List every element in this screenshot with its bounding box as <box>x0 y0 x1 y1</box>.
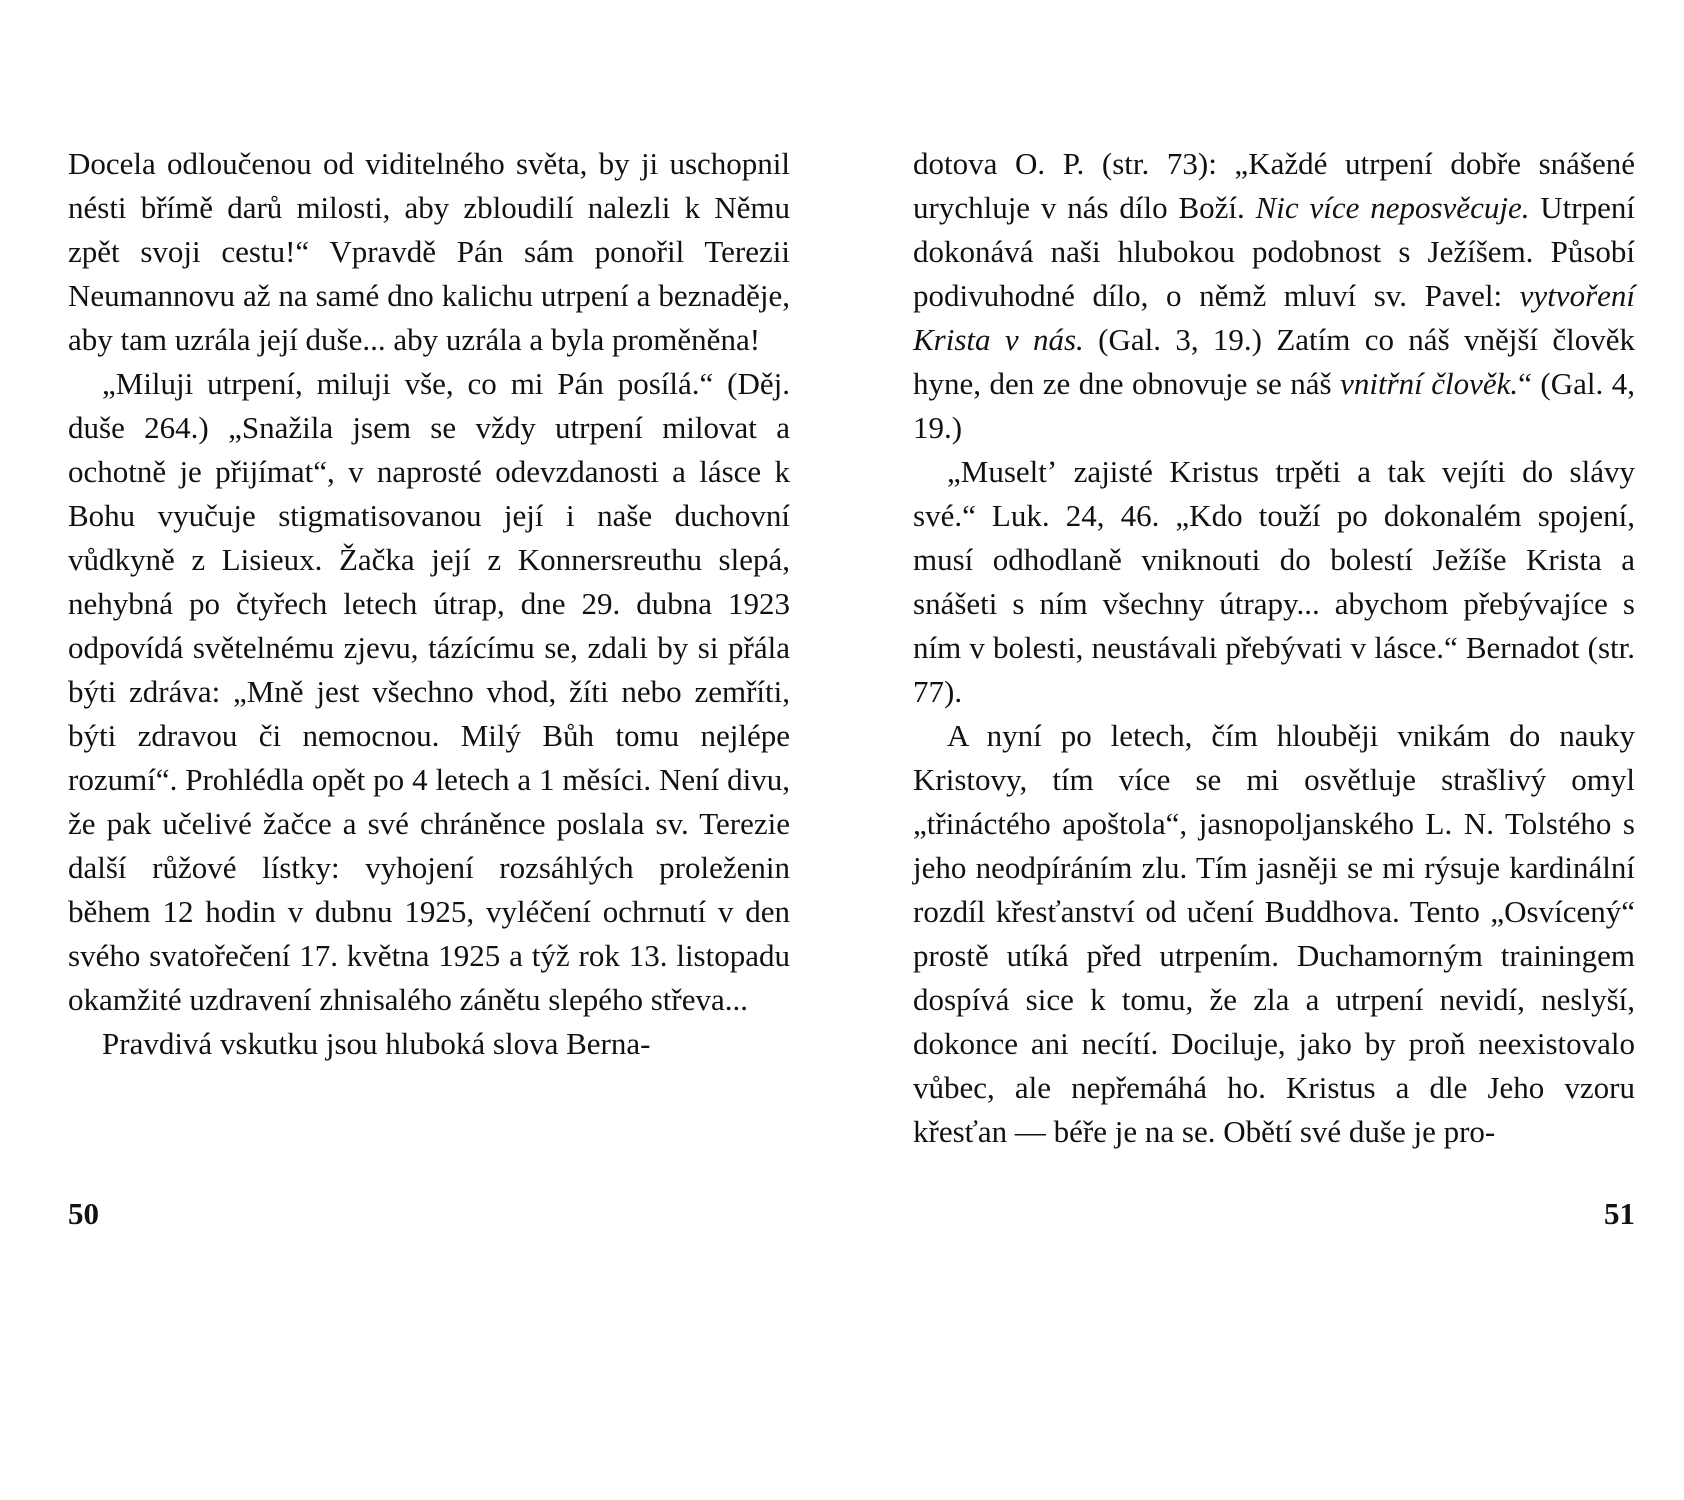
right-paragraph-2: „Museltʼ zajisté Kristus trpěti a tak vejíti do slávy své.“ Luk. 24, 46. „Kdo touží po dokonalém spojení, musí odhodlaně vniknouti do bolestí Ježíše Krista a snášeti s ním všechny útrapy... abychom přebývajíce s ním v bolesti, neustávali přebývati v lásce.“ Bernadot (str. 77). <box>913 454 1635 709</box>
right-page <box>913 142 1636 1231</box>
right-p1-italic-2: vytvoření Krista v nás. <box>913 278 1635 357</box>
right-paragraph-3: A nyní po letech, čím hlouběji vnikám do nauky Kristovy, tím více se mi osvětluje strašlivý omyl „třináctého apoštola“, jasnopoljanského L. N. Tolstého s jeho neodpíráním zlu. Tím jasněji se mi rýsuje kardinální rozdíl křesťanství od učení Buddhova. Tento „Osvícený“ prostě utíká před utrpením. Duchamorným trainingem dospívá sice k tomu, že zla a utrpení nevidí, neslyší, dokonce ani necítí. Dociluje, jako by proň neexistovalo vůbec, ale nepřemáhá ho. Kristus a dle Jeho vzoru křesťan — béře je na se. Obětí své duše je pro- <box>913 718 1635 1149</box>
left-paragraph-1: Docela odloučenou od viditelného světa, by ji uschopnil nésti břímě darů milosti, aby zbloudilí nalezli k Němu zpět svoji cestu!“ Vpravdě Pán sám ponořil Terezii Neumannovu až na samé dno kalichu utrpení a beznaděje, aby tam uzrála její duše... aby uzrála a byla proměněna! <box>68 146 790 357</box>
right-p1-italic-3: vnitřní člověk. <box>1340 366 1519 401</box>
right-p1-text-c: (Gal. 3, 19.) Zatím co náš vnější člověk hyne, den ze dne obnovuje se náš <box>913 322 1635 401</box>
right-p1-text-a: dotova O. P. (str. 73): „Každé utrpení dobře snášené urychluje v nás dílo Boží. <box>913 146 1635 225</box>
right-p1-text-b: Utrpení dokonává naši hlubokou podobnost s Ježíšem. Působí podivuhodné dílo, o němž mluví sv. Pavel: <box>913 190 1635 313</box>
right-p1-text-d: “ (Gal. 4, 19.) <box>913 366 1636 445</box>
left-paragraph-3: Pravdivá vskutku jsou hluboká slova Berna- <box>102 1026 651 1061</box>
left-page <box>68 142 790 1231</box>
right-p1-italic-1: Nic více neposvěcuje. <box>1255 190 1530 225</box>
right-page-number: 51 <box>1604 1196 1635 1231</box>
left-paragraph-2: „Miluji utrpení, miluji vše, co mi Pán posílá.“ (Děj. duše 264.) „Snažila jsem se vždy utrpení milovat a ochotně je přijímat“, v naprosté odevzdanosti a lásce k Bohu vyučuje stigmatisovanou její i naše duchovní vůdkyně z Lisieux. Žačka její z Konnersreuthu slepá, nehybná po čtyřech letech útrap, dne 29. dubna 1923 odpovídá světelnému zjevu, tázícímu se, zdali by si přála býti zdráva: „Mně jest všechno vhod, žíti nebo zemříti, býti zdravou či nemocnou. Milý Bůh tomu nejlépe rozumí“. Prohlédla opět po 4 letech a 1 měsíci. Není divu, že pak učelivé žačce a své chráněnce poslala sv. Terezie další růžové lístky: vyhojení rozsáhlých proleženin během 12 hodin v dubnu 1925, vyléčení ochrnutí v den svého svatořečení 17. května 1925 a týž rok 13. listopadu okamžité uzdravení zhnisalého zánětu slepého střeva... <box>68 366 790 1017</box>
right-paragraph-1 <box>913 142 1635 450</box>
left-page-number: 50 <box>68 1196 99 1231</box>
